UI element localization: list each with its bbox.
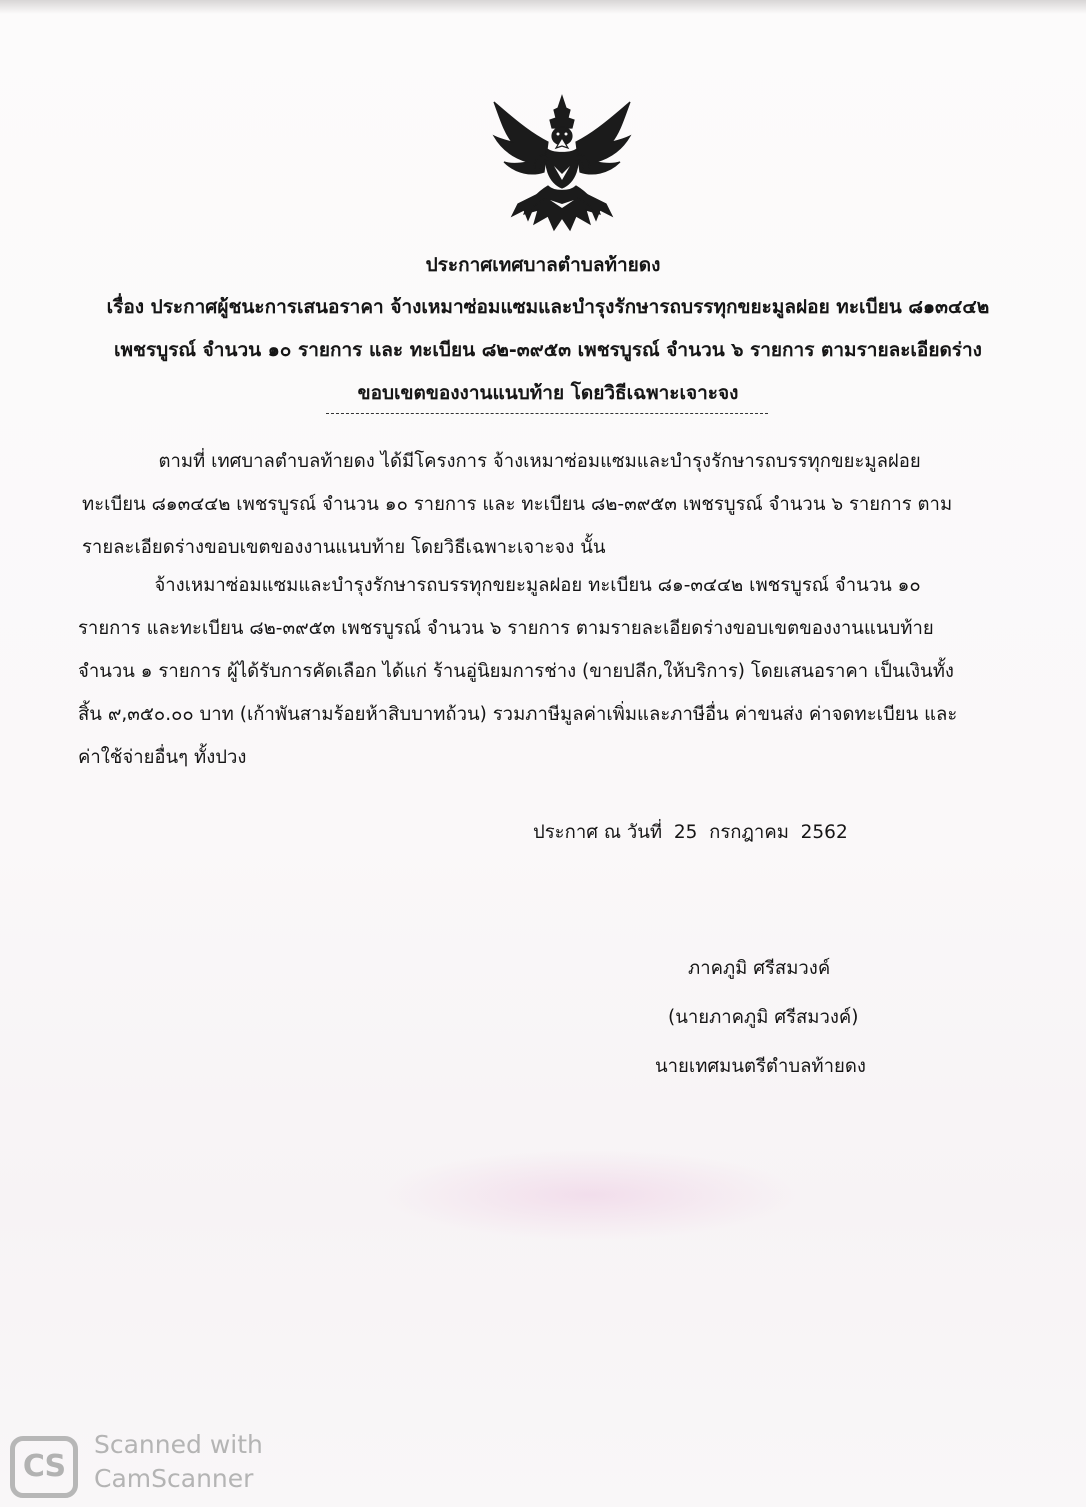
paragraph-line: ค่าใช้จ่ายอื่นๆ ทั้งปวง: [78, 747, 247, 768]
camscanner-logo-icon: CS: [10, 1436, 78, 1498]
subject-line: เรื่อง ประกาศผู้ชนะการเสนอราคา จ้างเหมาซ่อมแซมและบำรุงรักษารถบรรทุกขยะมูลฝอย ทะเบียน ๘๑๓๔๔๒: [106, 296, 990, 318]
paragraph-background: [82, 440, 1002, 569]
paragraph-award: [78, 564, 998, 779]
paragraph-line: จ้างเหมาซ่อมแซมและบำรุงรักษารถบรรทุกขยะมูลฝอย ทะเบียน ๘๑-๓๔๔๒ เพชรบูรณ์ จำนวน ๑๐: [78, 575, 921, 596]
signatory-position: นายเทศมนตรีตำบลท้ายดง: [655, 1056, 866, 1077]
announcement-title: ประกาศเทศบาลตำบลท้ายดง: [425, 254, 661, 276]
announcement-date: ประกาศ ณ วันที่ 25 กรกฎาคม 2562: [533, 822, 848, 843]
signature-name: ภาคภูมิ ศรีสมวงค์: [688, 958, 831, 979]
paragraph-line: รายละเอียดร่างขอบเขตของงานแนบท้าย โดยวิธีเฉพาะเจาะจง นั้น: [82, 537, 606, 558]
signatory-full-name: (นายภาคภูมิ ศรีสมวงค์): [668, 1007, 859, 1028]
paragraph-line: รายการ และทะเบียน ๘๒-๓๙๕๓ เพชรบูรณ์ จำนวน ๖ รายการ ตามรายละเอียดร่างขอบเขตของงานแนบท้าย: [78, 618, 934, 639]
garuda-emblem-icon: [488, 92, 636, 234]
paragraph-line: ตามที่ เทศบาลตำบลท้ายดง ได้มีโครงการ จ้างเหมาซ่อมแซมและบำรุงรักษารถบรรทุกขยะมูลฝอย: [82, 451, 921, 472]
watermark-text: [94, 1428, 263, 1496]
subject-line: ขอบเขตของงานแนบท้าย โดยวิธีเฉพาะเจาะจง: [357, 382, 739, 404]
paragraph-line: จำนวน ๑ รายการ ผู้ได้รับการคัดเลือก ได้แก่ ร้านอู่นิยมการช่าง (ขายปลีก,ให้บริการ) โดยเสนอราคา เป็นเงินทั้ง: [78, 661, 954, 682]
paragraph-line: สิ้น ๙,๓๕๐.๐๐ บาท (เก้าพันสามร้อยห้าสิบบาทถ้วน) รวมภาษีมูลค่าเพิ่มและภาษีอื่น ค่าขนส่ง ค่าจดทะเบียน และ: [78, 704, 958, 725]
scan-stain: [380, 1150, 800, 1240]
paragraph-line: ทะเบียน ๘๑๓๔๔๒ เพชรบูรณ์ จำนวน ๑๐ รายการ และ ทะเบียน ๘๒-๓๙๕๓ เพชรบูรณ์ จำนวน ๖ รายการ ตาม: [82, 494, 953, 515]
announcement-subject: [100, 286, 996, 415]
subject-line: เพชรบูรณ์ จำนวน ๑๐ รายการ และ ทะเบียน ๘๒-๓๙๕๓ เพชรบูรณ์ จำนวน ๖ รายการ ตามรายละเอียดร่าง: [114, 339, 982, 361]
header-divider: [326, 413, 768, 414]
watermark-line: CamScanner: [94, 1464, 254, 1493]
camscanner-watermark: [8, 1428, 298, 1500]
scan-edge-shadow: [0, 0, 1086, 14]
watermark-line: Scanned with: [94, 1430, 263, 1459]
